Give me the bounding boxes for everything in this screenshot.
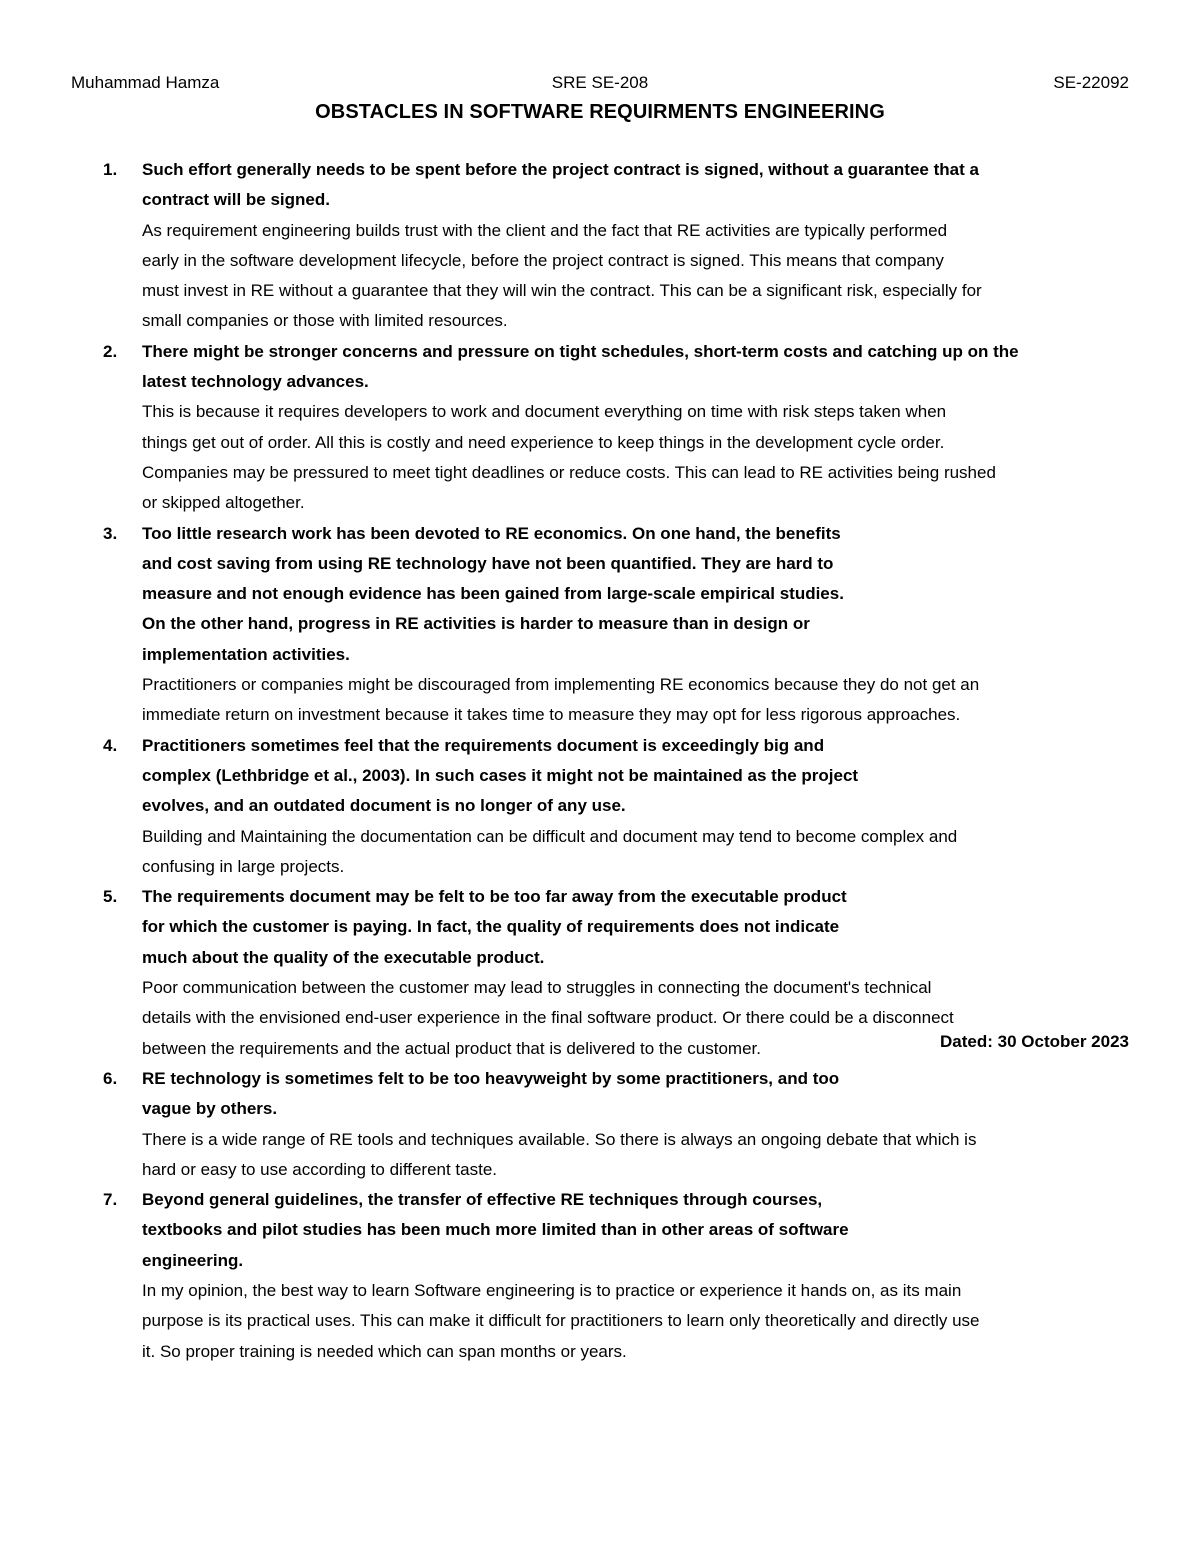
item-number: 6. [103, 1068, 118, 1088]
statement-line: and cost saving from using RE technology have not been quantified. They are hard to [142, 553, 834, 573]
obstacle-explanation [142, 397, 1130, 518]
explanation-line: confusing in large projects. [142, 856, 345, 876]
statement-line: textbooks and pilot studies has been much more limited than in other areas of software [142, 1220, 849, 1240]
date-line: Dated: 30 October 2023 [940, 1032, 1129, 1051]
explanation-line: There is a wide range of RE tools and techniques available. So there is always an ongoing debate that which is [142, 1129, 977, 1149]
statement-line: evolves, and an outdated document is no longer of any use. [142, 796, 626, 816]
statement-line: On the other hand, progress in RE activities is harder to measure than in design or [142, 614, 810, 634]
statement-line: Such effort generally needs to be spent before the project contract is signed, without a guarantee that a [142, 160, 979, 179]
item-number: 5. [103, 887, 118, 907]
obstacle-statement [142, 882, 1130, 973]
explanation-line: hard or easy to use according to different taste. [142, 1159, 498, 1179]
statement-line: implementation activities. [142, 644, 350, 664]
statement-line: Too little research work has been devoted to RE economics. On one hand, the benefits [142, 523, 841, 543]
statement-line: contract will be signed. [142, 190, 330, 210]
statement-line: vague by others. [142, 1099, 278, 1119]
statement-line: There might be stronger concerns and pressure on tight schedules, short-term costs and catching up on the [142, 341, 1019, 361]
roll-number: SE-22092 [1053, 73, 1129, 92]
statement-line: complex (Lethbridge et al., 2003). In such cases it might not be maintained as the project [142, 765, 859, 785]
obstacle-statement [142, 155, 1130, 216]
explanation-line: between the requirements and the actual product that is delivered to the customer. [142, 1038, 761, 1058]
explanation-line: Practitioners or companies might be discouraged from implementing RE economics because they do not get an [142, 675, 980, 695]
obstacle-statement [142, 1064, 1130, 1125]
list-item [70, 519, 1130, 731]
statement-line: engineering. [142, 1250, 244, 1270]
item-number: 7. [103, 1190, 118, 1210]
explanation-line: it. So proper training is needed which can span months or years. [142, 1341, 627, 1361]
list-item [70, 1185, 1130, 1367]
explanation-line: As requirement engineering builds trust with the client and the fact that RE activities are typically performed [142, 220, 948, 240]
author-name: Muhammad Hamza [71, 73, 220, 92]
explanation-line: must invest in RE without a guarantee that they will win the contract. This can be a significant risk, especially for [142, 281, 982, 301]
obstacle-explanation [142, 822, 1130, 883]
explanation-line: purpose is its practical uses. This can make it difficult for practitioners to learn only theoretically and directly use [142, 1311, 980, 1331]
course-code: SRE SE-208 [551, 73, 649, 92]
explanation-line: things get out of order. All this is costly and need experience to keep things in the development cycle order. [142, 432, 945, 452]
obstacle-statement [142, 1185, 1130, 1276]
explanation-line: small companies or those with limited resources. [142, 311, 508, 331]
item-number: 4. [103, 735, 118, 755]
list-item [70, 337, 1130, 519]
explanation-line: details with the envisioned end-user experience in the final software product. Or there could be a disconnect [142, 1008, 954, 1028]
item-number: 3. [103, 523, 118, 543]
item-number: 1. [103, 160, 118, 179]
explanation-line: Poor communication between the customer may lead to struggles in connecting the document's technical [142, 978, 932, 998]
obstacle-explanation [142, 1125, 1130, 1186]
explanation-line: Companies may be pressured to meet tight deadlines or reduce costs. This can lead to RE activities being rushed [142, 462, 996, 482]
obstacle-explanation [142, 216, 1130, 337]
obstacle-statement [142, 337, 1130, 398]
statement-line: Practitioners sometimes feel that the requirements document is exceedingly big and [142, 735, 825, 755]
explanation-line: early in the software development lifecycle, before the project contract is signed. This means that company [142, 250, 944, 270]
statement-line: much about the quality of the executable product. [142, 947, 545, 967]
statement-line: RE technology is sometimes felt to be too heavyweight by some practitioners, and too [142, 1068, 840, 1088]
statement-line: latest technology advances. [142, 372, 369, 392]
obstacle-explanation [142, 670, 1130, 731]
explanation-line: or skipped altogether. [142, 493, 305, 513]
obstacle-statement [142, 731, 1130, 822]
explanation-line: immediate return on investment because it takes time to measure they may opt for less rigorous approaches. [142, 705, 961, 725]
explanation-line: Building and Maintaining the documentation can be difficult and document may tend to become complex and [142, 826, 958, 846]
item-number: 2. [103, 341, 118, 361]
statement-line: Beyond general guidelines, the transfer of effective RE techniques through courses, [142, 1190, 823, 1210]
statement-line: The requirements document may be felt to be too far away from the executable product [142, 887, 847, 907]
obstacle-list [70, 155, 1130, 1367]
statement-line: for which the customer is paying. In fact, the quality of requirements does not indicate [142, 917, 840, 937]
statement-line: measure and not enough evidence has been gained from large-scale empirical studies. [142, 584, 844, 604]
obstacle-explanation [142, 1276, 1130, 1367]
list-item [70, 731, 1130, 882]
explanation-line: In my opinion, the best way to learn Software engineering is to practice or experience it hands on, as its main [142, 1280, 962, 1300]
list-item [70, 155, 1130, 337]
obstacle-statement [142, 519, 1130, 670]
page-header [71, 73, 1129, 99]
explanation-line: This is because it requires developers to work and document everything on time with risk steps taken when [142, 402, 947, 422]
page-title: OBSTACLES IN SOFTWARE REQUIRMENTS ENGINEERING [315, 101, 885, 123]
list-item [70, 1064, 1130, 1185]
